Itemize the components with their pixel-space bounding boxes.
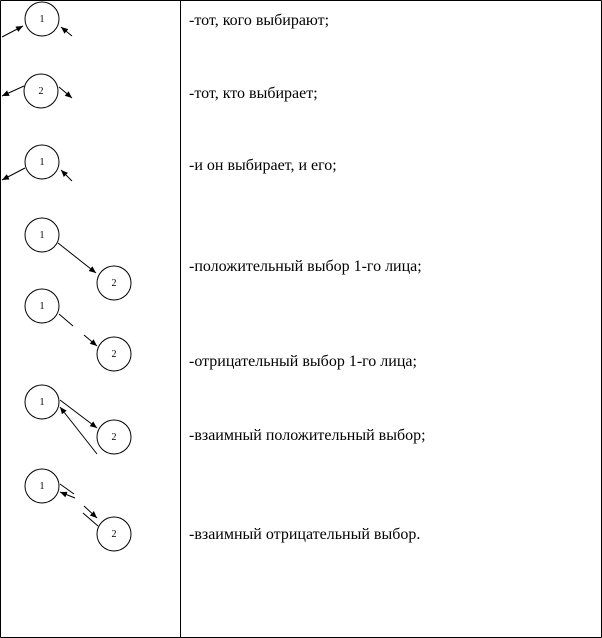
outgoing-arrow-left [2, 86, 24, 96]
legend-text-both: -и он выбирает, и его; [189, 157, 337, 174]
node-label-1: 1 [39, 481, 45, 492]
outgoing-arrow-left [2, 168, 25, 180]
legend-text-positive-choice: -положительный выбор 1-го лица; [189, 258, 422, 275]
symbol-chosen [2, 2, 72, 37]
symbol-mutual-negative [25, 469, 131, 551]
choice-line-segment [59, 314, 73, 326]
symbol-positive-choice [25, 218, 131, 300]
backward-line-segment [83, 513, 98, 526]
legend-text-mutual-positive: -взаимный положительный выбор; [189, 427, 426, 444]
legend-text-mutual-negative: -взаимный отрицательный выбор. [189, 526, 421, 543]
incoming-arrow-right [61, 27, 72, 36]
choice-arrow-segment [84, 335, 97, 346]
node-label-2: 2 [111, 529, 117, 540]
node-label: 2 [38, 86, 44, 97]
symbol-mutual-positive [25, 385, 131, 454]
symbol-negative-choice [25, 289, 131, 371]
node-label: 1 [39, 14, 45, 25]
node-label-1: 1 [39, 397, 45, 408]
node-label-1: 1 [39, 301, 45, 312]
outgoing-arrow-right [59, 87, 72, 98]
legend-text-chooser: -тот, кто выбирает; [189, 85, 318, 102]
node-label-2: 2 [111, 278, 117, 289]
incoming-arrow-left [2, 26, 23, 37]
symbol-both [2, 145, 72, 181]
node-label: 1 [39, 157, 45, 168]
legend-text-negative-choice: -отрицательный выбор 1-го лица; [189, 353, 417, 370]
legend-text-chosen: -тот, кого выбирают; [189, 12, 330, 29]
node-label-1: 1 [39, 230, 45, 241]
node-label-2: 2 [111, 349, 117, 360]
node-label-2: 2 [111, 432, 117, 443]
symbol-chooser [2, 74, 72, 108]
incoming-arrow-right [61, 170, 72, 181]
choice-arrow [58, 243, 96, 273]
